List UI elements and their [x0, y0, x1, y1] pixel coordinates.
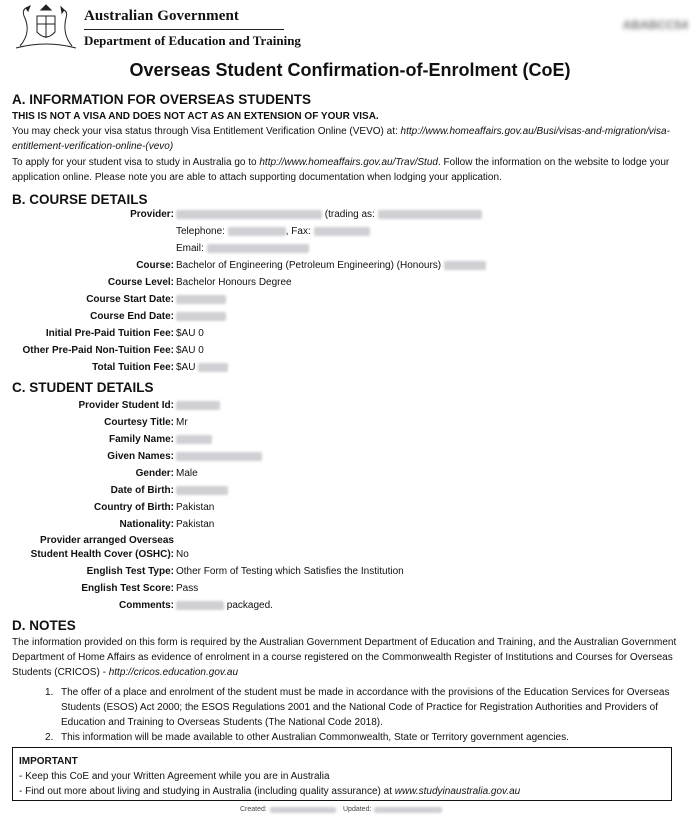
provider-row [0, 207, 700, 223]
oshc-value: No [176, 549, 189, 560]
telephone-value [176, 224, 370, 240]
notes-intro [12, 635, 692, 680]
course-end-value [176, 309, 226, 325]
course-start-label: Course Start Date: [86, 294, 174, 305]
provider-label: Provider: [130, 209, 174, 220]
student-id-row [0, 398, 700, 414]
apply-text: To apply for your student visa to study in Australia go to [12, 157, 260, 168]
redacted-dob [176, 486, 228, 495]
other-fee-row [0, 343, 700, 359]
given-names-label: Given Names: [107, 451, 174, 462]
course-name: Bachelor of Engineering (Petroleum Engineering) (Honours) [176, 260, 442, 271]
redacted-start-date [176, 295, 226, 304]
oshc-row [0, 547, 700, 563]
course-level-value: Bachelor Honours Degree [176, 277, 292, 288]
family-name-label: Family Name: [108, 434, 174, 445]
telephone-row [0, 224, 700, 240]
document-code: ABABCC54 [622, 18, 688, 32]
other-fee-value: $AU 0 [176, 345, 204, 356]
redacted-comments [176, 601, 224, 610]
redacted-fax [314, 227, 370, 236]
course-row [0, 258, 700, 274]
initial-fee-label: Initial Pre-Paid Tuition Fee: [45, 328, 174, 339]
redacted-given-names [176, 452, 262, 461]
courtesy-row [0, 415, 700, 431]
country-value: Pakistan [176, 502, 215, 513]
test-type-label: English Test Type: [86, 566, 174, 577]
student-id-value [176, 398, 220, 414]
comments-label: Comments: [118, 600, 174, 611]
coat-of-arms-icon [12, 2, 80, 50]
country-row [0, 500, 700, 516]
section-d-heading: D. NOTES [12, 618, 76, 633]
notes-list [36, 685, 672, 745]
course-start-row [0, 292, 700, 308]
apply-link[interactable]: http://www.homeaffairs.gov.au/Trav/Stud [259, 157, 438, 168]
important-line-2 [19, 784, 665, 799]
email-value [176, 241, 309, 257]
redacted-provider [176, 210, 322, 219]
nationality-value: Pakistan [176, 519, 215, 530]
test-score-value: Pass [176, 583, 199, 594]
nationality-label: Nationality: [119, 519, 174, 530]
provider-value [176, 207, 482, 223]
note-text: The offer of a place and enrolment of the student must be made in accordance with the provisions of the Education Services for Overseas Students (ESOS) Act 2000; the ESOS Regulations 2001 and the National Code of Practice for Registration Authorities and Providers of Education and Training to Overseas Students (The National Code 2018). [61, 687, 670, 728]
notes-intro-text: The information provided on this form is required by the Australian Government Department of Education and Training, and the Australian Government Department of Home Affairs as evidence of enrolment in a course registered on the Commonwealth Register of Institutions and Courses for Overseas Students (CRICOS) - [12, 637, 677, 678]
page-header [12, 2, 688, 52]
fax-label: , Fax: [285, 226, 311, 237]
section-a-heading: A. INFORMATION FOR OVERSEAS STUDENTS [12, 92, 312, 107]
visa-warning: THIS IS NOT A VISA AND DOES NOT ACT AS AN EXTENSION OF YOUR VISA. [12, 111, 379, 122]
dob-row [0, 483, 700, 499]
vevo-paragraph [12, 124, 692, 154]
test-score-label: English Test Score: [81, 583, 174, 594]
notes-list-item [36, 730, 672, 745]
oshc-label-line1: Provider arranged Overseas [40, 535, 174, 546]
courtesy-label: Courtesy Title: [104, 417, 174, 428]
total-fee-value [176, 360, 228, 376]
apply-text-continued: . Follow the information on the website to lodge your application online. Please note you are able to attach supporting documentation when lodging your application. [12, 157, 670, 183]
section-c-heading: C. STUDENT DETAILS [12, 380, 154, 395]
important-box [12, 747, 672, 801]
comments-value [176, 598, 273, 614]
course-start-value [176, 292, 226, 308]
created-label: Created: [240, 806, 267, 813]
note-number: 2. [45, 732, 54, 743]
given-names-row [0, 449, 700, 465]
important-line-2-text: - Find out more about living and studying in Australia (including quality assurance) at [19, 786, 395, 797]
note-text: This information will be made available to other Australian Commonwealth, State or Territory government agencies. [61, 732, 569, 743]
redacted-email [207, 244, 309, 253]
updated-label: Updated: [343, 806, 372, 813]
redacted-trading-name [378, 210, 482, 219]
redacted-total-fee [198, 363, 228, 372]
important-line-1: - Keep this CoE and your Written Agreement while you are in Australia [19, 771, 330, 782]
nationality-row [0, 517, 700, 533]
vevo-link[interactable]: http://www.homeaffairs.gov.au/Busi/visas-and-migration/visa-entitlement-verification-online-(vevo) [12, 126, 670, 152]
section-b-heading: B. COURSE DETAILS [12, 192, 148, 207]
course-level-row [0, 275, 700, 291]
gender-value: Male [176, 468, 198, 479]
notes-list-item [36, 685, 672, 730]
student-id-label: Provider Student Id: [78, 400, 174, 411]
gender-row [0, 466, 700, 482]
initial-fee-value: $AU 0 [176, 328, 204, 339]
redacted-created-date [270, 807, 336, 813]
telephone-label: Telephone: [176, 226, 225, 237]
comments-text: packaged. [226, 600, 273, 611]
vevo-text: You may check your visa status through Visa Entitlement Verification Online (VEVO) at: [12, 126, 401, 137]
cricos-link[interactable]: http://cricos.education.gov.au [108, 667, 239, 678]
trading-as-label: (trading as: [324, 209, 375, 220]
family-name-value [176, 432, 212, 448]
email-row [0, 241, 700, 257]
header-divider [84, 29, 284, 30]
total-fee-row [0, 360, 700, 376]
redacted-telephone [228, 227, 286, 236]
initial-fee-row [0, 326, 700, 342]
test-type-value: Other Form of Testing which Satisfies the Institution [176, 566, 404, 577]
redacted-end-date [176, 312, 226, 321]
dob-label: Date of Birth: [110, 485, 174, 496]
oshc-label-line2: Student Health Cover (OSHC): [30, 549, 174, 560]
redacted-course-code [444, 261, 486, 270]
redacted-family-name [176, 435, 212, 444]
gender-label: Gender: [135, 468, 174, 479]
note-number: 1. [45, 687, 54, 698]
comments-row [0, 598, 700, 614]
page-title: Overseas Student Confirmation-of-Enrolment (CoE) [129, 60, 571, 80]
total-fee-label: Total Tuition Fee: [92, 362, 174, 373]
test-score-row [0, 581, 700, 597]
course-label: Course: [136, 260, 174, 271]
apply-paragraph [12, 155, 692, 185]
dob-value [176, 483, 228, 499]
country-label: Country of Birth: [94, 502, 174, 513]
course-value [176, 258, 486, 274]
course-end-row [0, 309, 700, 325]
redacted-student-id [176, 401, 220, 410]
family-name-row [0, 432, 700, 448]
important-heading: IMPORTANT [19, 756, 78, 767]
course-level-label: Course Level: [107, 277, 174, 288]
redacted-updated-date [374, 807, 442, 813]
other-fee-label: Other Pre-Paid Non-Tuition Fee: [22, 345, 174, 356]
course-end-label: Course End Date: [90, 311, 174, 322]
government-name: Australian Government [84, 8, 240, 24]
study-in-australia-link[interactable]: www.studyinaustralia.gov.au [394, 786, 521, 797]
email-label: Email: [176, 243, 204, 254]
total-fee-currency: $AU [176, 362, 196, 373]
courtesy-value: Mr [176, 417, 188, 428]
department-name: Department of Education and Training [84, 33, 301, 48]
test-type-row [0, 564, 700, 580]
given-names-value [176, 449, 262, 465]
